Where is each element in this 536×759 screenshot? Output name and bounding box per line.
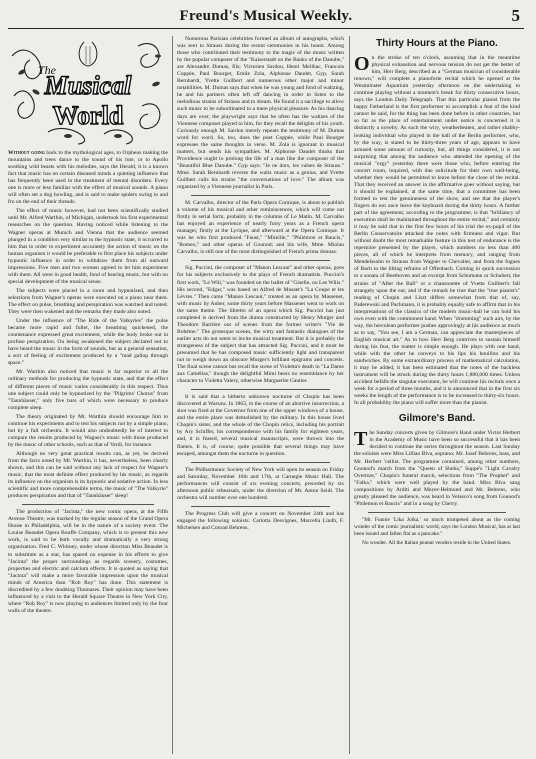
column-2 bbox=[177, 36, 344, 754]
svg-text:The: The bbox=[38, 63, 56, 77]
article-divider bbox=[191, 260, 330, 261]
article-divider bbox=[368, 512, 506, 513]
paragraph-text: back to the mythological ages, to Orpheus making the mountains and trees dance to the sound of his lute, or to Apollo soothing wild beasts with his melodies, says the Herald, it is a known fact that music has on certain diseased minds a quieting influence that has frequently been used in the treatment of mental disorders. Every one is more or less familiar with the effect of musical sounds. A piano will often set a dog howling, and is said to make spiders swing to and fro on the end of their threads. bbox=[8, 150, 168, 206]
note-funnie: "Mr. Funnie 'Lika Jolka,' so much trumpeted about as the coming wonder of the comic journalistic world, says the London Musical, has at last been issued and fallen flat as a pancake." bbox=[354, 516, 520, 537]
article-music-hypnosis-p2: The effect of music however, had not been scientifically studied until Mr. Alfred Warthin, of Michigan, undertook his first experimental researches on the question. Having noticed while listening to the Wagner operas at Munich and Vienna that the audience seemed plunged in a condition very similar to the hypnotic state, it occurred to him that in order to experiment accurately the action of music on the human organism it would be preferable to first place his subjects under hypnotic influence in order to withdraw them from all outward impressions. Five men and two women agreed to let him experiment with them. All were in good health, fond of hearing music, but with no special development of the musical sense. bbox=[8, 208, 168, 285]
page-number: 5 bbox=[511, 6, 520, 25]
section-heading-thirty-hours: Thirty Hours at the Piano. bbox=[376, 38, 498, 49]
article-divider bbox=[22, 504, 154, 505]
article-music-hypnosis-p5: Mr. Warthin also noticed that music is far superior to all the ordinary methods for producing the hypnotic state, and that the effect of different pieces of music varies considerably in this respect. Thus one subject could only be hypnotized by the "Pilgrims' Chorus" from "Tannhäuser," only five bars of which were necessary to produce complete sleep. bbox=[8, 369, 168, 411]
article-carvalho: M. Carvalho, director of the Paris Opera Comique, is about to publish a volume of his musical and other reminiscences, which will come out firstly in serial form, probably in the columns of Le Matin. M. Carvalho has enjoyed an experience of nearly forty years as a French opera manager, firstly at the Lyrique, and afterward at the Opera Comique. It was he who first produced "Faust," "Mireille," "Philémon et Baucis," "Romeo," and other operas of Gounod; and his wife, Mme. Miolan Carvalho, is still one of the most distinguished of French prima donnas. bbox=[177, 200, 344, 256]
publication-title: Freund's Musical Weekly. bbox=[179, 8, 353, 24]
svg-text:World: World bbox=[52, 101, 124, 130]
article-progress-club: The Progress Club will give a concert on November 24th and has engaged the following soloists: Carlotta Desvignes, Marcella Lindh, F. Michelsen and Conrad Behrens. bbox=[177, 510, 344, 531]
section-heading-gilmores-band: Gilmore's Band. bbox=[398, 413, 476, 425]
article-puccini: Sig. Puccini, the composer of "Manon Lescaut" and other operas, goes for his subjects exclusively to the plays of French dramatists. Puccini's first work, "Le Wili," was founded on the ballet of "Giselle, ou Les Wilis." His second, "Edgar," was based on Alfred de Musset's "La Coupe et les Lèvres." Then came "Manon Lescaut," treated as an opera by Massenet, with music by Auber, some thirty years before Massenet went to work on the same theme. The libretto of an opera which Sig. Puccini has just completed is derived from the drama constructed by Henry Murger and Theodore Barrière out of scenes from the former writer's "Vie de Bohème." The grotesque scenes, the witty and fantastic dialogues of the earlier acts do not seem to invite musical treatment. But it is probably the strangeness of the subject that has attracted Sig. Puccini, and it must be presumed that he has composed music sufficiently light and transparent not to weigh down an obscure Murger's brilliant epigrams and conceits. The final scene cannot but recall the scene of Violetta's death in "La Dame aux Camélias," though the delightful Mimi bears no resemblance by her character to Violetta Valery, otherwise Marguerite Gautier. bbox=[177, 265, 344, 385]
svg-text:Musical: Musical bbox=[44, 71, 132, 100]
musical-world-masthead bbox=[8, 36, 168, 146]
article-music-hypnosis-p1 bbox=[8, 150, 168, 206]
article-philharmonic: The Philharmonic Society of New York will open its season on Friday and Saturday, November 16th and 17th, at Carnegie Music Hall. The performances will consist of six evening concerts, preceded by six afternoon public rehearsals, under the direction of Mr. Anton Seidl. The orchestra will number over one hundred. bbox=[177, 466, 344, 501]
page-header bbox=[8, 6, 524, 29]
article-divider bbox=[191, 506, 330, 507]
article-music-hypnosis-p3: The subjects were placed in a room and hypnotized, and then selections from Wagner's operas were executed on a piano near them. The effect on pulse, breathing and perspiration was watched and noted. They were then wakened and the remarks they made also noted. bbox=[8, 287, 168, 316]
note-no-wonder: No wonder. All the Italian peanut venders reside in the United States. bbox=[362, 540, 512, 546]
article-chopin-nocturne: It is said that a hitherto unknown nocturne of Chopin has been discovered at Warsaw. In 1863, in the course of an abortive insurrection, a shot was fired at the Governor from one of the upper windows of a house, and the entire place was demolished by the military. In this house lived Chopin's sister, and the whole of the Chopin relics, including his portrait by Ary Schiffer, his correspondence with his family for eighteen years, and, it is feared, several musical manuscripts, were thrown into the flames. It is, of course, quite possible that several things may have escaped, amongst them the nocturne in question. bbox=[177, 394, 344, 457]
column-rule-2 bbox=[349, 36, 350, 754]
musical-world-logo bbox=[8, 36, 168, 146]
column-3 bbox=[354, 36, 520, 754]
article-music-hypnosis-p4: Under the influence of "The Ride of the Valkyries" the pulse became more rapid and fuller, the breathing quickened, the countenance expressed great excitement, while the body broke out in profuse perspiration. On being awakened the subject declared not to have heard the music in the form of sounds, but as a general sensation, a sort of feeling of excitement produced by a "mad gallop through space." bbox=[8, 318, 168, 367]
article-jacinta: The production of "Jacinta," the new comic opera, at the Fifth Avenue Theatre, was marked by the regular season of the Grand Opera House in Philadelphia, will be in the nature of a society event. The Louise Beaudet Opera Bouffe Company, which is to present this new work, is said to be both vocally and dramatically a very strong organization. Fred C. Whitney, under whose direction Miss Beaudet is to substitute as a star, has spared no expense in his efforts to give "Jacinta" the proper surroundings as regards scenery, costumes, properties and electric and calcium effects. It is quoted as saying that "Jacinta" will make a more favorable impression upon the musical minds of America than "Rob Roy" has done. This statement is discredited by a few doubting Thomases. Their opinion may have been influenced by a visit to the Herald Square Theatre in New York City, where "Rob Roy" is now playing to audiences limited only by the four walls of the theatre. bbox=[8, 509, 168, 614]
drop-cap: O bbox=[354, 53, 370, 75]
paragraph-text: he Sunday concerts given by Gilmore's Band under Victor Herbert in the Academy of Music have been so successful that it has been decided to continue the series throughout the season. Last Sunday the soloists were Miss Lillian Blva, soprano; Mr. Josef Behrens, bass, and Mr. Herbert 'cellist. The programme contained, among other numbers, Gounod's march from the "Queen of Sheba," Suppé's "Light Cavalry Overture," Chopin's funeral march, selections from "The Prophet" and "Falka," which were well played by the band. Miss Blva sang compositions by Arditi and Meyer-Helmund and Mr. Behrens, who greatly pleased the audience, was heard in Velasco's song from Gounod's "Philemon et Baucis" and in a song by Cherry. bbox=[354, 430, 520, 507]
article-divider bbox=[191, 195, 330, 196]
article-divider bbox=[191, 462, 330, 463]
article-divider bbox=[191, 389, 330, 390]
column-rule-1 bbox=[172, 36, 173, 754]
article-thirty-hours bbox=[354, 55, 520, 407]
paragraph-text: n the stroke of ten o'clock, assuming that in the meantime physical exhaustion and nervous tension do not get the better of him, Herr Berg, described as a "German musician of considerable renown," will complete a pianoforte recital which he opened at the Westminster Aquarium yesterday afternoon on the undertaking to continue playing without a moment's break for thirty consecutive hours, says the London Daily Telegraph. That this particular pianist from the happy Fatherland is the first performer to accomplish a feat of the kind cannot be said, for the thing has been done before in other countries, but so far as the place of entertainment under notice is concerned it is distinctly a novelty. As such the wiry, weatherbeaten, and rather shabby-looking individual who played in the hall of the Berlin performer, who, by the way, is stated to be thirty-three years of age, appears to have aroused some amount of curiosity, but, all things considered, it is not surprising that among the audience who attended the opening of the musical "orgy" yesterday there were those who, before entering the concert room, inquired, with due solicitude for their own well-being, whether they would be permitted to leave before the close of the recital. That they received an answer in the affirmative goes without saying, but it should be explained, at the same time, that a committee has been formed to test the genuineness of the show, and see that the player's fingers do not once leave the keyboard during the thirty hours. A further part of the agreement, according to the programme, is that "brilliancy of execution shall be maintained throughout the entire recital," and certainly it may be said that in the first few hours of his trial the ex-pupil of the Berlin Conservatoire attacked the notes with firmness and vigor. But without doubt the most remarkable feature in this test of endurance is the repertoire presented by the player, which numbers no less than 400 pieces, all of which he interprets from memory, and ranging from Mendelssohn to Strauss from Wagner to Chevalier, and from the fugues of Bach to the lilting refrains of Offenbach. Coming in quick succession to a sonata of Beethoven and an excerpt from Schumann or Schubert, the strains of "After the Ball" or a chansonette of Yvette Guilbert's fall strangely upon the ear, and if the remark be true that the "true pianist's" reading of Chopin and Liszt differs somewhat from that of, say, Paderewski and Pachmann, it is probably equally safe to affirm that in his interpretations of the classics of the modern music-hall he can hold his own even with the commonest hand. When "drumming" such airs, by the way, the herculean performer pushes approvingly at his audience as much as to say, "You see, I am a German, can appreciate the masterpieces of English musical art." As to how Herr Berg contrives to sustain himself during his feat, the matter is simple enough. He plays with one hand, while with the other he conveys to his lips his bouillon and his sandwiches. By some extraordinary process of mathematical calculation, it may be added, it has been estimated that the notes of the backless instrument will be struck during the thirty hours 1,800,000 times. Unless accident befalls the singular executant, he will continue his recitals once a week for a period of three months, and it is announced that in the first six weeks the length of the performance is to be increased to thirty-six hours. In all probability the piano will suffer more than the pianist. bbox=[354, 55, 520, 407]
article-gilmores-band bbox=[354, 430, 520, 508]
column-1 bbox=[8, 36, 168, 754]
article-strauss-album: Numerous Parisian celebrities formed an album of autographs, which was sent to Strauss during the recent ceremonies in his honor. Among those who contributed their testimony to the magic of the music written by the popular composer of the "Kaiserstadt on the Banks of the Danube," are Alexandre Dumas, fils; Victorien Sardou, Henri Meilhac, Francois Coppée, Paul Bourget, Emile Zola, Alphonse Daudet, Gyp, Sarah Bernhardt, Yvette Guilbert and numerous other major and minor notabilities. M. Dumas says that when he was young and fond of waltzing, he and his partners often left off dancing in order to listen to the melodious strains of Strauss and to dream. He found it a sacrilege to allow such music to be subordinated to a mere physical pleasure. As his dancing days are over, the playwright says that he often has the waltzes of the Viennese composer played to him, for they recall the delights of his youth. Curiously enough M. Sardou merely repeats the testimony of M. Dumas word for word. So, too, does the poet Coppée, while Paul Bourget expresses the same thoughts in verse. M. Zola is ignorant in musical matters, but sends his sympathies. M. Alphonse Daudet thinks that Providence ought to prolong the life of a man like the composer of the "Beautiful Blue Danube." Gyp says: "Je ne dors, les valses de Strauss." Mme. Sarah Bernhardt reveres the waltz music as a genius, and Yvette Guilbert calls his strains "the conversations of love." The album was organized by a Viennese journalist in Paris. bbox=[177, 36, 344, 190]
article-music-hypnosis-p7: Although no very great practical results can, as yet, be derived from the facts noted by Mr. Warthin, it has, nevertheless, been clearly shown, and this can be said without any lack of respect for Wagner's music, that the most definite effect produced by his music, as regards its influence on the organism is its hypnotic and sedative action. In less scientific and more comprehensible terms, the music of "The Valkyrie" produces perspiration and that of "Tannhäuser" sleep! bbox=[8, 450, 168, 500]
article-music-hypnosis-p6: The theory originated by Mr. Warthin should encourage him to continue his experiments and to test his subjects not by a simple piano, but by a full orchestra. It would also undoubtedly be of interest to compare the results produced by Wagner's music with those produced by the music of other schools, such as that of Verdi, for instance. bbox=[8, 413, 168, 448]
drop-cap: T bbox=[354, 428, 368, 451]
lead-in: Without going bbox=[8, 150, 45, 156]
